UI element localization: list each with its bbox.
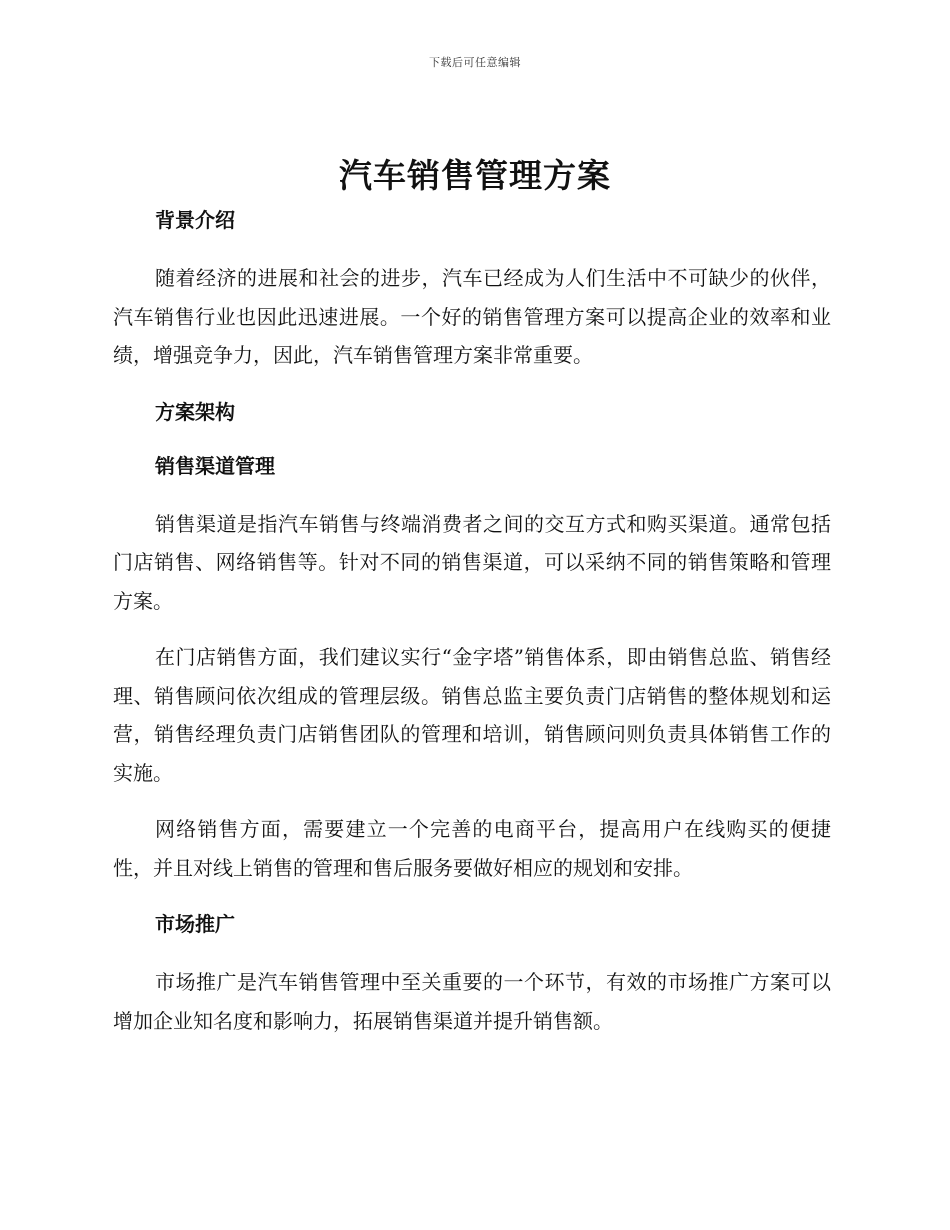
document-title: 汽车销售管理方案: [339, 156, 611, 195]
section-heading-sales-channel: 销售渠道管理: [155, 453, 275, 478]
section-heading-marketing: 市场推广: [155, 912, 235, 936]
section-heading-framework: 方案架构: [155, 399, 235, 424]
paragraph-online-sales: 网络销售方面，需要建立一个完善的电商平台，提高用户在线购买的便捷性，并且对线上销售的管理和售后服务要做好相应的规划和安排。: [113, 817, 831, 880]
paragraph-background: 随着经济的进展和社会的进步，汽车已经成为人们生活中不可缺少的伙伴，汽车销售行业也因此迅速进展。一个好的销售管理方案可以提高企业的效率和业绩，增强竞争力，因此，汽车销售管理方案非常重要。: [113, 266, 831, 367]
header-note: 下载后可任意编辑: [429, 56, 521, 69]
paragraph-marketing: 市场推广是汽车销售管理中至关重要的一个环节，有效的市场推广方案可以增加企业知名度和影响力，拓展销售渠道并提升销售额。: [113, 970, 831, 1033]
paragraph-store-sales: 在门店销售方面，我们建议实行“金字塔”销售体系，即由销售总监、销售经理、销售顾问依次组成的管理层级。销售总监主要负责门店销售的整体规划和运营，销售经理负责门店销售团队的管理和培训，销售顾问则负责具体销售工作的实施。: [113, 645, 831, 785]
section-heading-background: 背景介绍: [155, 208, 235, 232]
paragraph-sales-channel-intro: 销售渠道是指汽车销售与终端消费者之间的交互方式和购买渠道。通常包括门店销售、网络销售等。针对不同的销售渠道，可以采纳不同的销售策略和管理方案。: [113, 511, 831, 613]
document-body: [113, 205, 831, 1040]
